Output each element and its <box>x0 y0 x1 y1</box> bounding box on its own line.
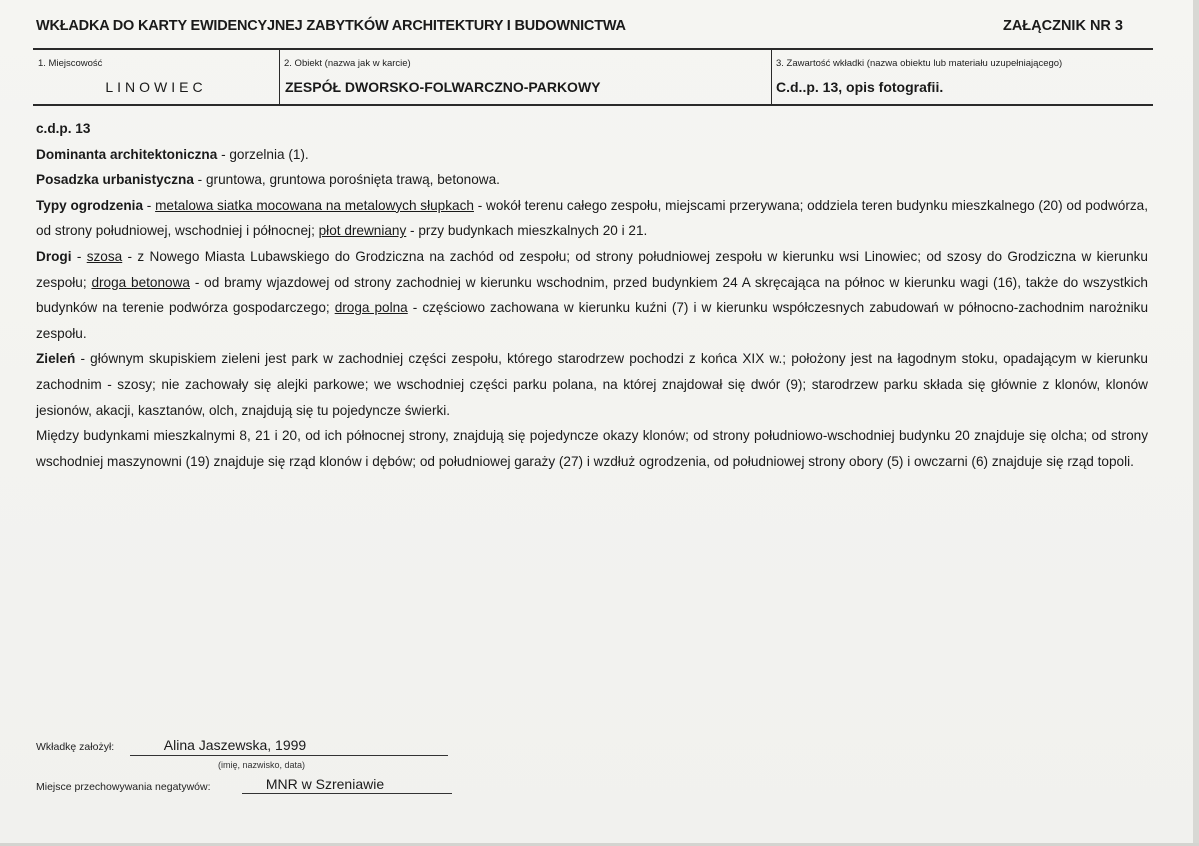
field-locality-label: 1. Miejscowość <box>38 58 103 69</box>
section-heading-text: c.d.p. 13 <box>36 121 91 136</box>
table-bottom-rule <box>33 104 1153 106</box>
paragraph-urban-surface-text: - gruntowa, gruntowa porośnięta trawą, betonowa. <box>193 172 500 188</box>
paragraph-dominant-heading: Dominanta architektoniczna <box>36 146 218 162</box>
field-object-value: ZESPÓŁ DWORSKO-FOLWARCZNO-PARKOWY <box>285 79 601 95</box>
table-top-rule <box>33 48 1153 50</box>
created-by-note: (imię, nazwisko, data) <box>218 760 306 770</box>
field-locality-value: LINOWIEC <box>105 79 207 95</box>
annex-number: ZAŁĄCZNIK NR 3 <box>1002 18 1123 34</box>
paragraph-dominant-text: - gorzelnia (1). <box>217 146 309 162</box>
fence-type-wooden: płot drewniany <box>318 223 407 239</box>
paragraph-roads-text-4: - częściowo zachowana w kierunku kuźni (7) i w kierunku współczesnych zabudowań w północno-zachodnim narożniku zespołu. <box>36 300 1148 341</box>
paragraph-fences-heading: Typy ogrodzenia <box>36 197 143 213</box>
column-divider-2 <box>771 50 772 104</box>
paragraph-greenery-text: - głównym skupiskiem zieleni jest park w zachodniej części zespołu, którego starodrzew pochodzi z końca XIX w.; położony jest na łagodnym stoku, opadającym w kierunku zachodnim - szosy; nie zachowały się alejki parkowe; we wschodniej części parku polana, na której znajdował się dwór (9); starodrzew parku składa się głównie z klonów, klonów jesionów, akacji, kasztanów, olch, znajdują się tu pojedyncze świerki. <box>36 351 1148 418</box>
paragraph-trees-text: Między budynkami mieszkalnymi 8, 21 i 20, od ich północnej strony, znajdują się pojedyncze okazy klonów; od strony południowo-wschodniej budynku 20 znajduje się olcha; od strony wschodniej maszynowni (19) znajduje się rząd klonów i dębów; od południowej garaży (27) i wzdłuż ogrodzenia, od południowej strony obory (5) i owczarni (6) znajduje się rząd topoli. <box>36 428 1148 469</box>
negatives-storage-line <box>242 793 452 794</box>
negatives-storage-value: MNR w Szreniawie <box>265 776 385 792</box>
paragraph-roads-text-3: - od bramy wjazdowej od strony zachodniej w kierunku wschodnim, przed budynkiem 24 A skręcająca na północ w kierunku wagi (16), także do wszystkich budynków na terenie podwórza gospodarczego; <box>36 274 1148 316</box>
paragraph-fences-text-1: - <box>143 197 156 213</box>
document-body <box>36 116 1148 474</box>
column-divider-1 <box>279 50 280 104</box>
road-type-field: droga polna <box>334 300 408 316</box>
road-type-concrete: droga betonowa <box>91 274 190 290</box>
created-by-value: Alina Jaszewska, 1999 <box>163 737 307 753</box>
fence-type-metal: metalowa siatka mocowana na metalowych słupkach <box>155 197 474 213</box>
paragraph-trees <box>36 423 1148 474</box>
field-contents-label: 3. Zawartość wkładki (nazwa obiektu lub materiału uzupełniającego) <box>776 58 1063 69</box>
negatives-storage-label: Miejsce przechowywania negatywów: <box>36 781 211 793</box>
section-heading <box>36 116 1148 142</box>
paragraph-dominant <box>36 142 1148 168</box>
paragraph-fences-text-2: - wokół terenu całego zespołu, miejscami przerywana; oddziela teren budynku mieszkalnego (20) od podwórza, od strony południowej, wschodniej i północnej; <box>36 197 1148 239</box>
road-type-highway: szosa <box>86 248 123 264</box>
paragraph-roads <box>36 244 1148 346</box>
created-by-label: Wkładkę założył: <box>36 741 115 753</box>
paragraph-urban-surface <box>36 167 1148 193</box>
created-by-line <box>130 755 448 756</box>
paragraph-greenery-heading: Zieleń <box>36 351 76 367</box>
paragraph-greenery <box>36 346 1148 423</box>
document-title: WKŁADKA DO KARTY EWIDENCYJNEJ ZABYTKÓW ARCHITEKTURY I BUDOWNICTWA <box>36 18 626 34</box>
paragraph-roads-heading: Drogi <box>36 248 72 264</box>
paragraph-roads-text-1: - <box>71 248 87 264</box>
paragraph-fences-text-3: - przy budynkach mieszkalnych 20 i 21. <box>406 223 648 239</box>
scan-edge-right <box>1193 0 1199 846</box>
paragraph-urban-surface-heading: Posadzka urbanistyczna <box>36 172 194 188</box>
field-object-label: 2. Obiekt (nazwa jak w karcie) <box>284 58 411 69</box>
field-contents-value: C.d..p. 13, opis fotografii. <box>776 79 944 95</box>
paragraph-fences <box>36 193 1148 244</box>
paragraph-roads-text-2: - z Nowego Miasta Lubawskiego do Grodziczna na zachód od zespołu; od strony południowej zespołu w kierunku wsi Linowiec; od szosy do Grodziczna w kierunku zespołu; <box>36 248 1148 290</box>
